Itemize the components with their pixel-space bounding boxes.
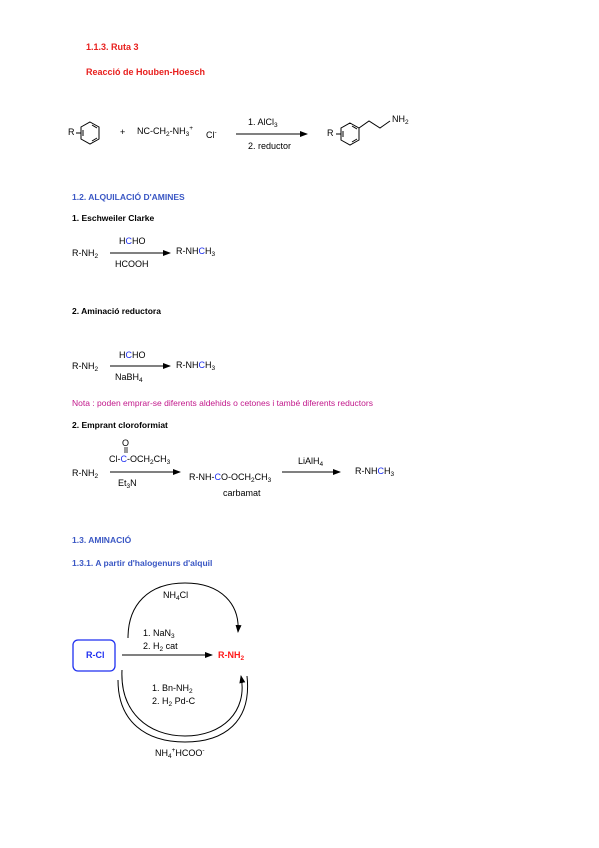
section-subtitle-halogenurs: 1.3.1. A partir d'halogenurs d'alquil	[72, 558, 213, 568]
carbamate-intermediate: $R-NH-CO-OCH_2CH_3$	[189, 472, 272, 484]
eschweiler-product: $R-NHCH_3$	[176, 246, 216, 258]
plus-sign: +	[120, 127, 126, 137]
eschweiler-reactant: $R-NH_2$	[72, 248, 99, 260]
heading-eschweiler-clarke: 1. Eschweiler Clarke	[72, 213, 155, 223]
azide-step2: 2. $H_2$ cat	[143, 641, 178, 653]
primary-amine-product: $R-NH_2$	[218, 650, 245, 662]
nitrile-reagent: $NC-CH_2-NH_3^+$	[137, 125, 194, 138]
benzylamine-step1: 1. $Bn-NH_2$	[152, 683, 193, 695]
r-substituent-label: R	[68, 127, 75, 137]
benzene-ring-reactant	[76, 122, 99, 144]
section-subtitle-houben-hoesch: Reacció de Houben-Hoesch	[86, 67, 206, 77]
lialh4-reagent: LiAlH$_4$	[298, 456, 324, 468]
r-cl-start: R-Cl	[86, 650, 105, 660]
reductive-reactant: $R-NH_2$	[72, 361, 99, 373]
section-title-ruta3: 1.1.3. Ruta 3	[86, 42, 139, 52]
ethyl-chloroformate: $Cl-C-OCH_2CH_3$	[109, 454, 171, 466]
reductive-nabh4: NaBH$_4$	[115, 372, 143, 384]
ammonium-chloride-route: $NH_4Cl$	[163, 590, 189, 602]
benzene-ring-product	[336, 121, 390, 145]
step2-reductor: 2. reductor	[248, 141, 292, 151]
heading-emprant-cloroformiat: 2. Emprant cloroformiat	[72, 420, 168, 430]
reductive-product: $R-NHCH_3$	[176, 360, 216, 372]
reductive-formaldehyde: HCHO	[119, 350, 146, 360]
product-amine-group: $NH_2$	[392, 114, 409, 126]
azide-step1: 1. NaN$_3$	[143, 628, 175, 640]
eschweiler-formic-acid: HCOOH	[115, 259, 149, 269]
ammonium-formate-route: $NH_4^+HCOO^-$	[155, 747, 205, 760]
heading-aminacio-reductora: 2. Aminació reductora	[72, 306, 161, 316]
triethylamine: $Et_3N$	[118, 478, 137, 490]
section-title-alquilacio: 1.2. ALQUILACIÓ D'AMINES	[72, 192, 185, 202]
chloroformate-reactant: $R-NH_2$	[72, 468, 99, 480]
reducing-agents-note: Nota : poden emprar-se diferents aldehids o cetones i també diferents reductors	[72, 398, 373, 408]
chloroformate-product: $R-NHCH_3$	[355, 466, 395, 478]
eschweiler-formaldehyde: HCHO	[119, 236, 146, 246]
carbamate-label: carbamat	[223, 488, 261, 498]
section-title-aminacio: 1.3. AMINACIÓ	[72, 535, 132, 545]
step1-alcl3: 1. AlCl$_3$	[248, 117, 278, 129]
benzylamine-step2: 2. $H_2$ Pd-C	[152, 696, 196, 708]
carbonyl-oxygen: O	[122, 438, 130, 448]
chloride-counterion: Cl-	[206, 129, 217, 140]
product-r-label: R	[327, 128, 334, 138]
